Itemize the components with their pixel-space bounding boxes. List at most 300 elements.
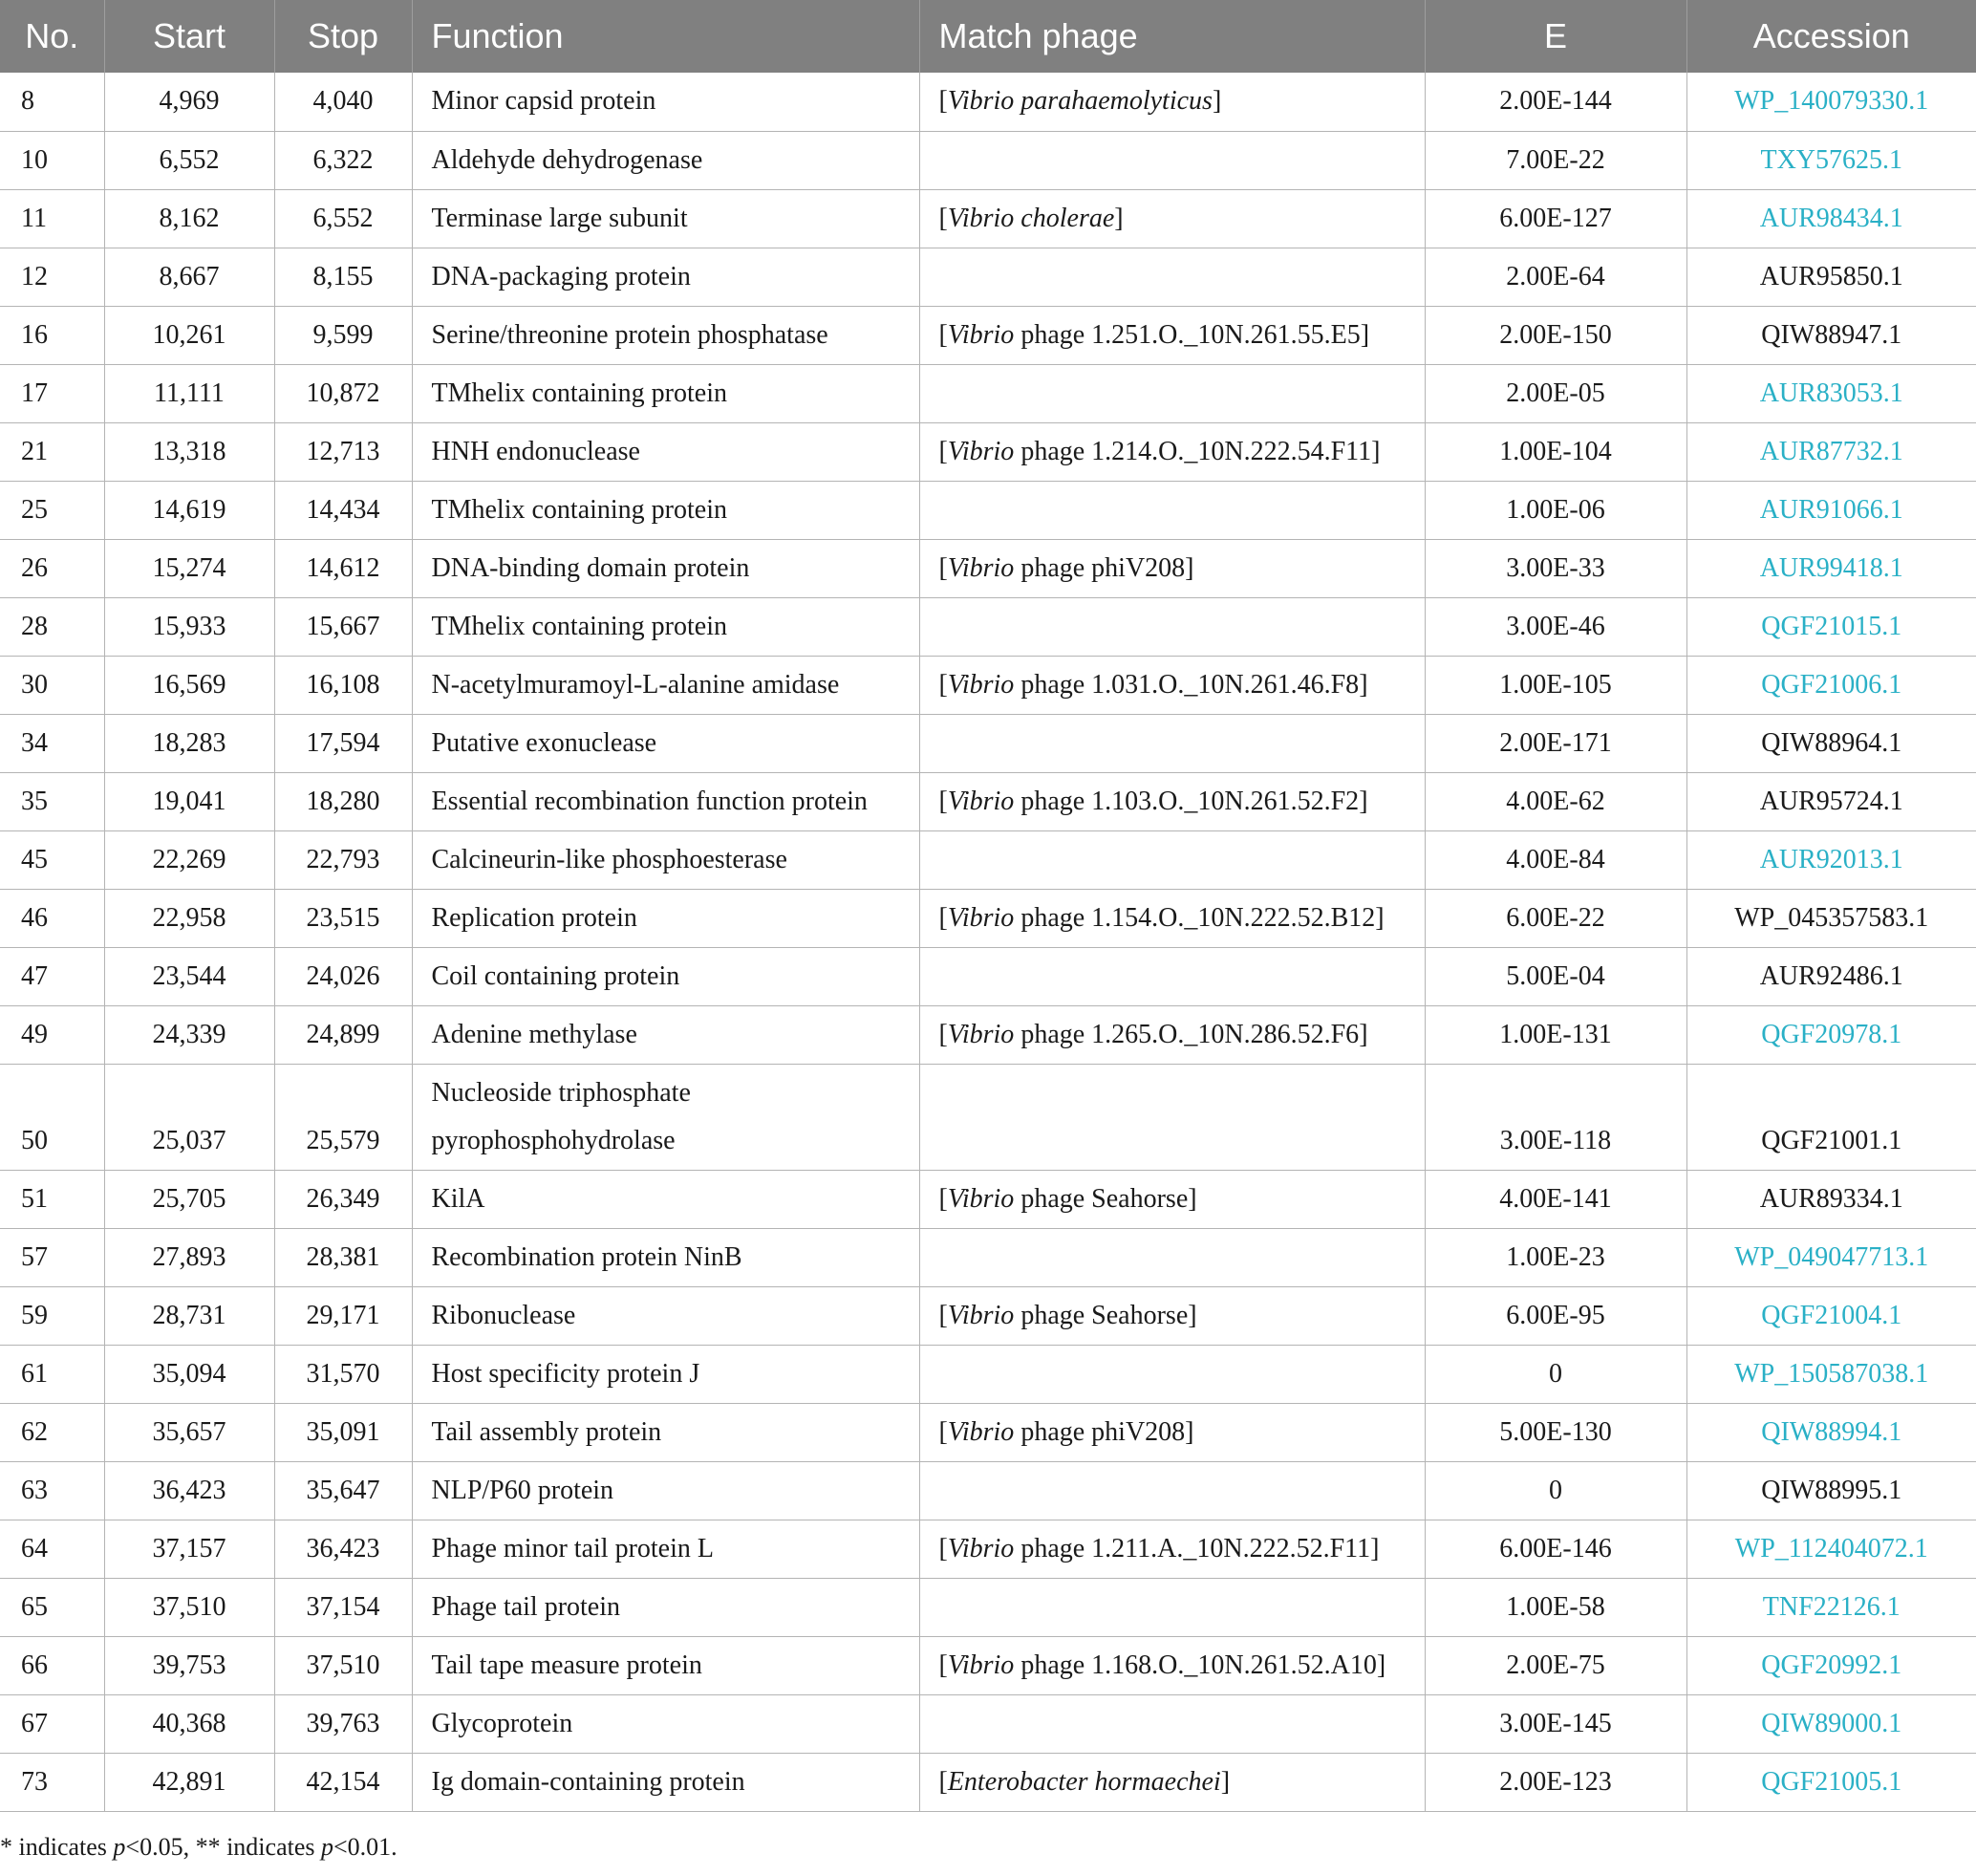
cell-accession[interactable] — [1686, 422, 1976, 481]
cell-match-phage — [919, 772, 1425, 830]
accession-link[interactable]: AUR99418.1 — [1759, 552, 1903, 583]
cell-stop: 42,154 — [274, 1753, 412, 1811]
cell-match-phage — [919, 539, 1425, 597]
cell-e-value: 2.00E-05 — [1425, 364, 1686, 422]
cell-accession[interactable] — [1686, 364, 1976, 422]
cell-e-value: 2.00E-171 — [1425, 714, 1686, 772]
cell-no: 57 — [0, 1228, 104, 1286]
accession-link[interactable]: QIW89000.1 — [1761, 1708, 1902, 1738]
match-phage-italic: Vibrio — [947, 1533, 1015, 1563]
cell-function: Coil containing protein — [412, 947, 919, 1005]
accession-link[interactable]: TXY57625.1 — [1760, 144, 1903, 175]
cell-accession — [1686, 1064, 1976, 1170]
cell-no: 26 — [0, 539, 104, 597]
table-row — [0, 947, 1976, 1005]
bracket-open: [ — [938, 669, 948, 700]
bracket-close: ] — [1359, 1019, 1368, 1049]
cell-start: 39,753 — [104, 1636, 274, 1694]
table-row — [0, 830, 1976, 889]
accession-link[interactable]: TNF22126.1 — [1762, 1591, 1901, 1622]
table-row — [0, 714, 1976, 772]
cell-function: TMhelix containing protein — [412, 364, 919, 422]
cell-match-phage — [919, 1064, 1425, 1170]
cell-start: 42,891 — [104, 1753, 274, 1811]
cell-start: 11,111 — [104, 364, 274, 422]
cell-accession[interactable] — [1686, 1520, 1976, 1578]
accession-link[interactable]: WP_049047713.1 — [1734, 1241, 1929, 1272]
table-row — [0, 539, 1976, 597]
match-phage-italic: Vibrio — [947, 1416, 1015, 1447]
cell-stop: 24,026 — [274, 947, 412, 1005]
cell-function: DNA-packaging protein — [412, 248, 919, 306]
table-row — [0, 1578, 1976, 1636]
cell-accession — [1686, 889, 1976, 947]
table-row — [0, 1636, 1976, 1694]
cell-match-phage — [919, 597, 1425, 656]
cell-e-value: 7.00E-22 — [1425, 131, 1686, 189]
accession-text: AUR95850.1 — [1759, 261, 1903, 291]
table-row — [0, 1064, 1976, 1170]
cell-accession[interactable] — [1686, 1403, 1976, 1461]
match-phage-italic: Vibrio cholerae — [947, 203, 1115, 233]
cell-stop: 36,423 — [274, 1520, 412, 1578]
cell-e-value: 6.00E-127 — [1425, 189, 1686, 248]
cell-start: 36,423 — [104, 1461, 274, 1520]
bracket-open: [ — [938, 86, 948, 117]
column-header-start: Start — [104, 0, 274, 73]
cell-no: 10 — [0, 131, 104, 189]
bracket-open: [ — [938, 203, 948, 233]
match-phage-italic: Vibrio — [947, 902, 1015, 933]
cell-stop: 37,154 — [274, 1578, 412, 1636]
cell-function: NLP/P60 protein — [412, 1461, 919, 1520]
cell-no: 45 — [0, 830, 104, 889]
cell-e-value: 2.00E-144 — [1425, 73, 1686, 131]
accession-link[interactable]: AUR83053.1 — [1759, 377, 1903, 408]
cell-e-value: 1.00E-06 — [1425, 481, 1686, 539]
bracket-open: [ — [938, 902, 948, 933]
match-phage-rest: phage 1.211.A._10N.222.52.F11 — [1014, 1533, 1371, 1563]
cell-stop: 23,515 — [274, 889, 412, 947]
cell-start: 19,041 — [104, 772, 274, 830]
table-row — [0, 1228, 1976, 1286]
cell-no: 30 — [0, 656, 104, 714]
cell-stop: 37,510 — [274, 1636, 412, 1694]
cell-no: 59 — [0, 1286, 104, 1345]
bracket-open: [ — [938, 319, 948, 350]
cell-e-value: 1.00E-58 — [1425, 1578, 1686, 1636]
bracket-close: ] — [1370, 1533, 1380, 1563]
column-header-match-phage: Match phage — [919, 0, 1425, 73]
bracket-open: [ — [938, 1183, 948, 1214]
accession-link[interactable]: WP_112404072.1 — [1734, 1533, 1928, 1563]
table-row — [0, 1753, 1976, 1811]
table-row — [0, 1170, 1976, 1228]
match-phage-rest: phage 1.154.O._10N.222.52.B12 — [1014, 902, 1376, 933]
match-phage-rest: phage 1.168.O._10N.261.52.A10 — [1014, 1650, 1377, 1680]
bracket-open: [ — [938, 1300, 948, 1330]
bracket-close: ] — [1359, 786, 1368, 816]
cell-stop: 6,322 — [274, 131, 412, 189]
cell-function: N-acetylmuramoyl-L-alanine amidase — [412, 656, 919, 714]
accession-text: AUR92486.1 — [1759, 960, 1903, 991]
cell-start: 13,318 — [104, 422, 274, 481]
accession-link[interactable]: QGF21005.1 — [1761, 1766, 1902, 1797]
cell-stop: 25,579 — [274, 1064, 412, 1170]
accession-text: QGF21001.1 — [1761, 1125, 1902, 1155]
bracket-open: [ — [938, 786, 948, 816]
cell-function: Glycoprotein — [412, 1694, 919, 1753]
match-phage-rest: phage 1.103.O._10N.261.52.F2 — [1014, 786, 1360, 816]
match-phage-italic: Vibrio — [947, 552, 1015, 583]
accession-text: QIW88995.1 — [1761, 1475, 1902, 1505]
cell-function: Ribonuclease — [412, 1286, 919, 1345]
cell-function: Replication protein — [412, 889, 919, 947]
cell-function: Tail tape measure protein — [412, 1636, 919, 1694]
bracket-close: ] — [1212, 86, 1222, 117]
cell-start: 8,667 — [104, 248, 274, 306]
cell-no: 46 — [0, 889, 104, 947]
cell-match-phage — [919, 1520, 1425, 1578]
table-row — [0, 306, 1976, 364]
column-header-accession: Accession — [1686, 0, 1976, 73]
table-row — [0, 1461, 1976, 1520]
cell-stop: 16,108 — [274, 656, 412, 714]
table-row — [0, 481, 1976, 539]
cell-match-phage — [919, 1753, 1425, 1811]
cell-stop: 24,899 — [274, 1005, 412, 1064]
table-row — [0, 772, 1976, 830]
cell-accession[interactable] — [1686, 656, 1976, 714]
bracket-close: ] — [1360, 319, 1370, 350]
cell-function: TMhelix containing protein — [412, 481, 919, 539]
bracket-open: [ — [938, 1416, 948, 1447]
accession-link[interactable]: AUR91066.1 — [1759, 494, 1903, 525]
cell-match-phage — [919, 1694, 1425, 1753]
accession-text: QIW88964.1 — [1761, 727, 1902, 758]
match-phage-italic: Vibrio — [947, 786, 1015, 816]
cell-no: 62 — [0, 1403, 104, 1461]
cell-e-value: 6.00E-146 — [1425, 1520, 1686, 1578]
cell-accession[interactable] — [1686, 1753, 1976, 1811]
cell-e-value: 1.00E-104 — [1425, 422, 1686, 481]
cell-accession[interactable] — [1686, 539, 1976, 597]
cell-e-value: 5.00E-130 — [1425, 1403, 1686, 1461]
cell-match-phage — [919, 422, 1425, 481]
bracket-close: ] — [1188, 1300, 1197, 1330]
cell-e-value: 3.00E-145 — [1425, 1694, 1686, 1753]
cell-stop: 14,612 — [274, 539, 412, 597]
accession-link[interactable]: QGF20978.1 — [1761, 1019, 1902, 1049]
cell-function: Phage tail protein — [412, 1578, 919, 1636]
cell-function: Phage minor tail protein L — [412, 1520, 919, 1578]
bracket-close: ] — [1114, 203, 1124, 233]
cell-accession[interactable] — [1686, 1228, 1976, 1286]
table-row — [0, 1286, 1976, 1345]
accession-text: AUR95724.1 — [1759, 786, 1903, 816]
cell-start: 14,619 — [104, 481, 274, 539]
cell-e-value: 0 — [1425, 1345, 1686, 1403]
cell-match-phage — [919, 1636, 1425, 1694]
match-phage-rest: phage Seahorse — [1014, 1300, 1189, 1330]
cell-e-value: 0 — [1425, 1461, 1686, 1520]
cell-accession — [1686, 248, 1976, 306]
cell-start: 22,958 — [104, 889, 274, 947]
cell-accession — [1686, 947, 1976, 1005]
footnote-text-2: <0.05, ** indicates — [125, 1833, 321, 1861]
column-header-function: Function — [412, 0, 919, 73]
cell-accession[interactable] — [1686, 1286, 1976, 1345]
column-header-stop: Stop — [274, 0, 412, 73]
table-row — [0, 1005, 1976, 1064]
cell-e-value: 3.00E-118 — [1425, 1064, 1686, 1170]
column-header-e: E — [1425, 0, 1686, 73]
cell-function: Aldehyde dehydrogenase — [412, 131, 919, 189]
accession-link[interactable]: AUR87732.1 — [1759, 436, 1903, 466]
match-phage-rest: phage 1.031.O._10N.261.46.F8 — [1014, 669, 1360, 700]
bracket-open: [ — [938, 1019, 948, 1049]
cell-e-value: 6.00E-95 — [1425, 1286, 1686, 1345]
header-row — [0, 0, 1976, 73]
cell-accession — [1686, 1461, 1976, 1520]
cell-accession[interactable] — [1686, 131, 1976, 189]
cell-no: 65 — [0, 1578, 104, 1636]
accession-link[interactable]: AUR98434.1 — [1759, 203, 1903, 233]
bracket-close: ] — [1371, 436, 1381, 466]
match-phage-rest: phage phiV208 — [1014, 1416, 1186, 1447]
match-phage-rest: phage 1.265.O._10N.286.52.F6 — [1014, 1019, 1360, 1049]
bracket-open: [ — [938, 436, 948, 466]
cell-function: KilA — [412, 1170, 919, 1228]
cell-function: Minor capsid protein — [412, 73, 919, 131]
cell-match-phage — [919, 1228, 1425, 1286]
cell-start: 25,037 — [104, 1064, 274, 1170]
cell-function: TMhelix containing protein — [412, 597, 919, 656]
cell-accession[interactable] — [1686, 73, 1976, 131]
cell-match-phage — [919, 73, 1425, 131]
cell-no: 51 — [0, 1170, 104, 1228]
cell-stop: 26,349 — [274, 1170, 412, 1228]
cell-accession — [1686, 306, 1976, 364]
accession-link[interactable]: QGF20992.1 — [1761, 1650, 1902, 1680]
cell-stop: 15,667 — [274, 597, 412, 656]
cell-accession[interactable] — [1686, 830, 1976, 889]
cell-stop: 22,793 — [274, 830, 412, 889]
cell-function: Serine/threonine protein phosphatase — [412, 306, 919, 364]
cell-e-value: 1.00E-131 — [1425, 1005, 1686, 1064]
accession-link[interactable]: AUR92013.1 — [1759, 844, 1903, 874]
cell-match-phage — [919, 481, 1425, 539]
cell-no: 66 — [0, 1636, 104, 1694]
table-row — [0, 1345, 1976, 1403]
cell-stop: 28,381 — [274, 1228, 412, 1286]
accession-link[interactable]: WP_140079330.1 — [1734, 86, 1929, 117]
cell-accession[interactable] — [1686, 1636, 1976, 1694]
cell-start: 37,157 — [104, 1520, 274, 1578]
cell-no: 49 — [0, 1005, 104, 1064]
cell-stop: 9,599 — [274, 306, 412, 364]
match-phage-italic: Vibrio — [947, 1300, 1015, 1330]
match-phage-italic: Vibrio — [947, 669, 1015, 700]
cell-accession — [1686, 1170, 1976, 1228]
accession-text: QIW88947.1 — [1761, 319, 1902, 350]
cell-start: 15,274 — [104, 539, 274, 597]
table-row — [0, 73, 1976, 131]
bracket-close: ] — [1185, 1416, 1194, 1447]
bracket-close: ] — [1220, 1766, 1231, 1797]
cell-function: HNH endonuclease — [412, 422, 919, 481]
cell-stop: 35,091 — [274, 1403, 412, 1461]
cell-e-value: 1.00E-105 — [1425, 656, 1686, 714]
cell-start: 10,261 — [104, 306, 274, 364]
cell-no: 25 — [0, 481, 104, 539]
cell-start: 4,969 — [104, 73, 274, 131]
bracket-open: [ — [938, 1533, 948, 1563]
cell-stop: 18,280 — [274, 772, 412, 830]
cell-start: 37,510 — [104, 1578, 274, 1636]
cell-no: 11 — [0, 189, 104, 248]
cell-function: Nucleoside triphosphate pyrophosphohydrolase — [412, 1064, 919, 1170]
match-phage-rest: phage 1.251.O._10N.261.55.E5 — [1014, 319, 1361, 350]
table-row — [0, 1694, 1976, 1753]
cell-function: Tail assembly protein — [412, 1403, 919, 1461]
footnote-p-2: p — [321, 1833, 333, 1861]
cell-no: 47 — [0, 947, 104, 1005]
cell-no: 16 — [0, 306, 104, 364]
cell-match-phage — [919, 830, 1425, 889]
column-header-no: No. — [0, 0, 104, 73]
cell-function: DNA-binding domain protein — [412, 539, 919, 597]
cell-accession — [1686, 772, 1976, 830]
cell-accession[interactable] — [1686, 189, 1976, 248]
cell-start: 40,368 — [104, 1694, 274, 1753]
cell-match-phage — [919, 1461, 1425, 1520]
cell-e-value: 6.00E-22 — [1425, 889, 1686, 947]
cell-accession[interactable] — [1686, 1578, 1976, 1636]
bracket-open: [ — [938, 552, 948, 583]
match-phage-italic: Vibrio — [947, 1650, 1015, 1680]
cell-stop: 4,040 — [274, 73, 412, 131]
bracket-close: ] — [1185, 552, 1194, 583]
cell-stop: 14,434 — [274, 481, 412, 539]
table-row — [0, 422, 1976, 481]
cell-start: 23,544 — [104, 947, 274, 1005]
cell-start: 8,162 — [104, 189, 274, 248]
bracket-close: ] — [1376, 1650, 1386, 1680]
cell-stop: 39,763 — [274, 1694, 412, 1753]
cell-start: 18,283 — [104, 714, 274, 772]
cell-accession — [1686, 714, 1976, 772]
cell-no: 28 — [0, 597, 104, 656]
cell-start: 35,657 — [104, 1403, 274, 1461]
cell-stop: 12,713 — [274, 422, 412, 481]
cell-match-phage — [919, 1286, 1425, 1345]
cell-start: 15,933 — [104, 597, 274, 656]
cell-no: 50 — [0, 1064, 104, 1170]
table-row — [0, 597, 1976, 656]
cell-no: 12 — [0, 248, 104, 306]
cell-start: 24,339 — [104, 1005, 274, 1064]
table-row — [0, 248, 1976, 306]
cell-no: 73 — [0, 1753, 104, 1811]
table-body — [0, 73, 1976, 1811]
bracket-open: [ — [938, 1650, 948, 1680]
cell-no: 67 — [0, 1694, 104, 1753]
bracket-close: ] — [1375, 902, 1385, 933]
cell-accession[interactable] — [1686, 597, 1976, 656]
cell-accession[interactable] — [1686, 481, 1976, 539]
cell-no: 34 — [0, 714, 104, 772]
cell-no: 21 — [0, 422, 104, 481]
cell-stop: 10,872 — [274, 364, 412, 422]
table-row — [0, 889, 1976, 947]
cell-match-phage — [919, 306, 1425, 364]
cell-match-phage — [919, 656, 1425, 714]
table-row — [0, 1520, 1976, 1578]
cell-e-value: 2.00E-123 — [1425, 1753, 1686, 1811]
cell-accession[interactable] — [1686, 1345, 1976, 1403]
accession-link[interactable]: WP_150587038.1 — [1734, 1358, 1929, 1389]
cell-start: 22,269 — [104, 830, 274, 889]
bracket-close: ] — [1359, 669, 1368, 700]
cell-e-value: 2.00E-64 — [1425, 248, 1686, 306]
match-phage-italic: Vibrio parahaemolyticus — [947, 86, 1213, 117]
cell-e-value: 3.00E-46 — [1425, 597, 1686, 656]
cell-e-value: 1.00E-23 — [1425, 1228, 1686, 1286]
cell-function: Calcineurin-like phosphoesterase — [412, 830, 919, 889]
cell-function: Host specificity protein J — [412, 1345, 919, 1403]
cell-e-value: 4.00E-62 — [1425, 772, 1686, 830]
cell-accession[interactable] — [1686, 1694, 1976, 1753]
accession-text: WP_045357583.1 — [1734, 902, 1929, 933]
cell-match-phage — [919, 1005, 1425, 1064]
footnote-p-1: p — [113, 1833, 126, 1861]
cell-function: Essential recombination function protein — [412, 772, 919, 830]
cell-start: 35,094 — [104, 1345, 274, 1403]
cell-no: 63 — [0, 1461, 104, 1520]
footnote — [0, 1833, 397, 1862]
cell-accession[interactable] — [1686, 1005, 1976, 1064]
cell-e-value: 4.00E-141 — [1425, 1170, 1686, 1228]
match-phage-rest: phage 1.214.O._10N.222.54.F11 — [1014, 436, 1372, 466]
cell-match-phage — [919, 1345, 1425, 1403]
accession-link[interactable]: QGF21004.1 — [1761, 1300, 1902, 1330]
cell-start: 27,893 — [104, 1228, 274, 1286]
cell-function: Putative exonuclease — [412, 714, 919, 772]
match-phage-italic: Vibrio — [947, 1183, 1015, 1214]
accession-link[interactable]: QGF21006.1 — [1761, 669, 1902, 700]
cell-stop: 31,570 — [274, 1345, 412, 1403]
cell-start: 25,705 — [104, 1170, 274, 1228]
accession-link[interactable]: QIW88994.1 — [1761, 1416, 1902, 1447]
table-row — [0, 364, 1976, 422]
footnote-text-1: * indicates — [0, 1833, 114, 1861]
accession-link[interactable]: QGF21015.1 — [1761, 611, 1902, 641]
cell-start: 28,731 — [104, 1286, 274, 1345]
cell-match-phage — [919, 1170, 1425, 1228]
cell-start: 6,552 — [104, 131, 274, 189]
footnote-text-3: <0.01. — [333, 1833, 397, 1861]
cell-no: 64 — [0, 1520, 104, 1578]
match-phage-rest: phage Seahorse — [1014, 1183, 1189, 1214]
cell-match-phage — [919, 248, 1425, 306]
table-row — [0, 656, 1976, 714]
cell-match-phage — [919, 131, 1425, 189]
cell-no: 35 — [0, 772, 104, 830]
cell-e-value: 5.00E-04 — [1425, 947, 1686, 1005]
cell-function: Ig domain-containing protein — [412, 1753, 919, 1811]
bracket-close: ] — [1188, 1183, 1197, 1214]
